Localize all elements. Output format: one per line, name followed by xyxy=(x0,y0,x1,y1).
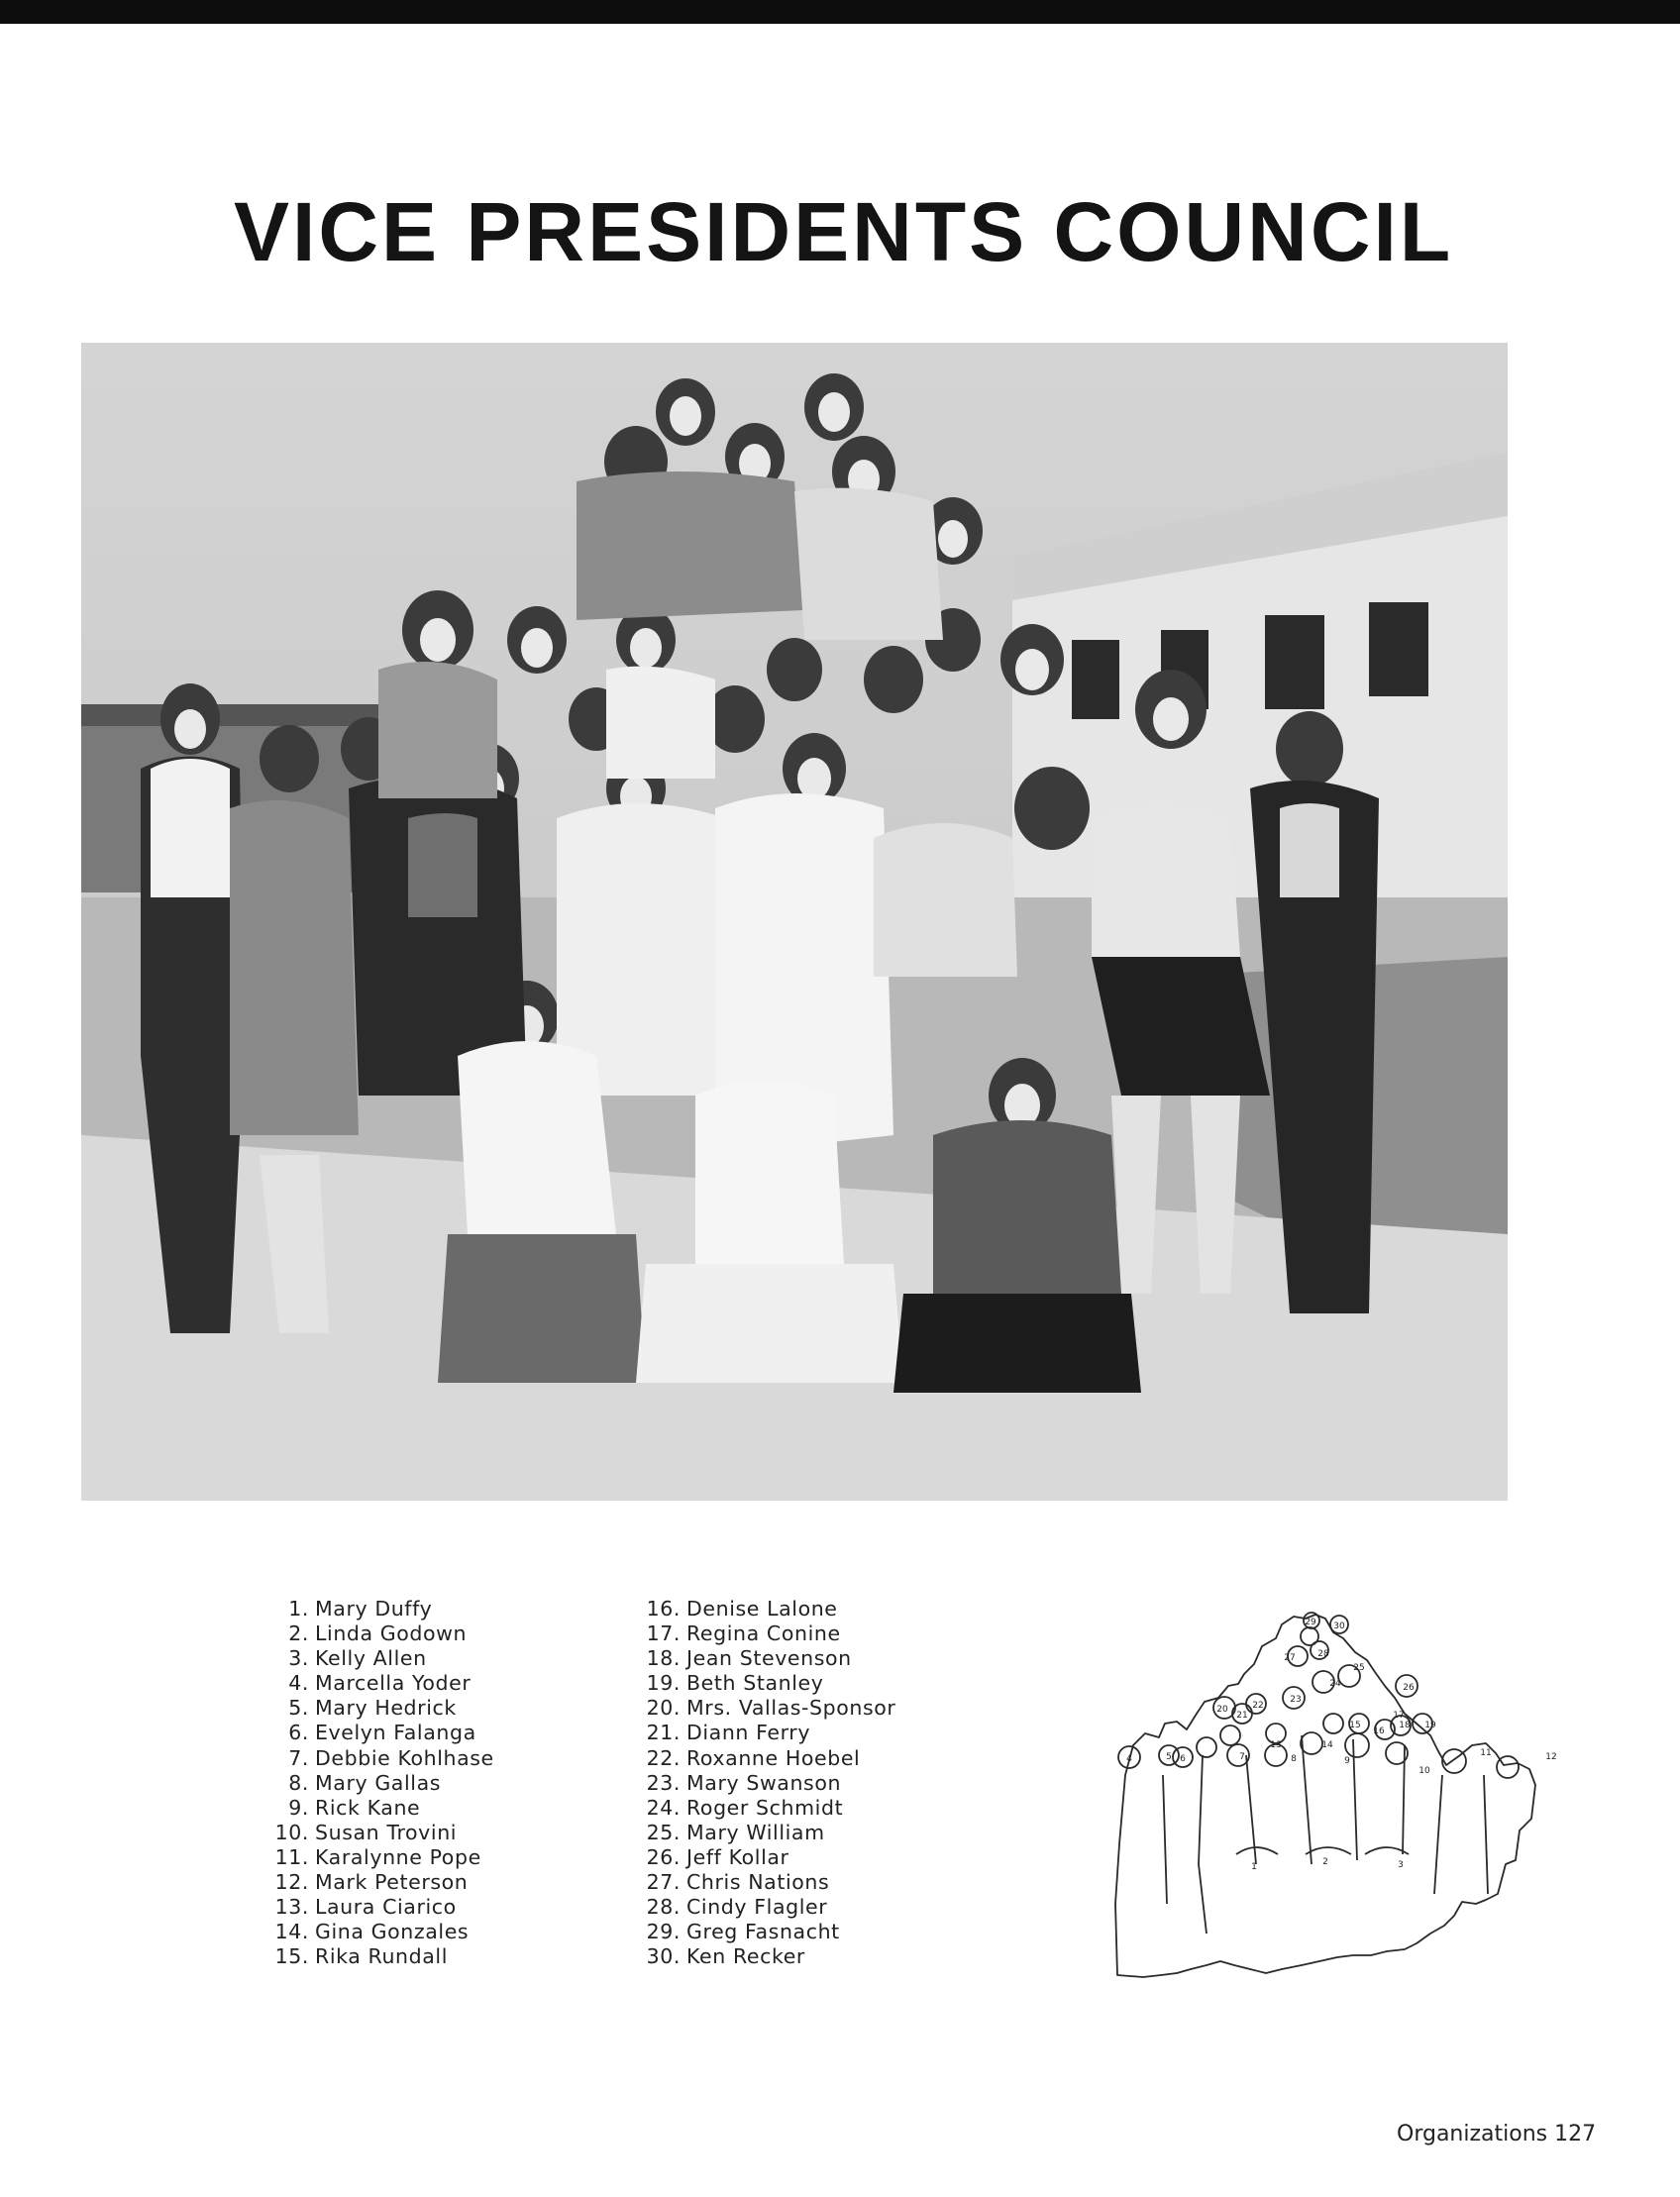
svg-text:1: 1 xyxy=(1251,1862,1257,1872)
svg-text:9: 9 xyxy=(1344,1756,1350,1766)
list-item: 25. Mary William xyxy=(646,1820,825,1844)
svg-text:12: 12 xyxy=(1545,1752,1557,1762)
head-circles xyxy=(1118,1613,1519,1778)
list-item: 15. Rika Rundall xyxy=(274,1944,449,1969)
key-numbers xyxy=(1126,1618,1557,1872)
svg-text:14: 14 xyxy=(1321,1740,1333,1750)
group-photo xyxy=(81,343,1508,1501)
list-item: 28. Cindy Flagler xyxy=(646,1895,828,1920)
list-item: 16. Denise Lalone xyxy=(646,1597,838,1621)
svg-text:2: 2 xyxy=(1322,1857,1328,1867)
list-item: 5. Mary Hedrick xyxy=(288,1696,457,1721)
top-edge-bar xyxy=(0,0,1680,24)
svg-text:7: 7 xyxy=(1239,1752,1245,1762)
svg-text:20: 20 xyxy=(1216,1705,1228,1715)
list-item: 24. Roger Schmidt xyxy=(646,1795,844,1820)
svg-text:30: 30 xyxy=(1333,1622,1345,1631)
svg-text:19: 19 xyxy=(1424,1721,1436,1730)
svg-text:27: 27 xyxy=(1284,1653,1296,1663)
silhouette-outline xyxy=(1115,1615,1535,1977)
list-item: 13. Laura Ciarico xyxy=(274,1895,457,1920)
svg-text:22: 22 xyxy=(1252,1701,1264,1711)
list-item: 22. Roxanne Hoebel xyxy=(646,1745,861,1770)
svg-text:4: 4 xyxy=(1126,1754,1132,1764)
list-item: 26. Jeff Kollar xyxy=(646,1844,789,1869)
list-item: 18. Jean Stevenson xyxy=(646,1646,852,1671)
page-title: VICE PRESIDENTS COUNCIL xyxy=(234,185,1454,278)
list-item: 29. Greg Fasnacht xyxy=(646,1920,840,1944)
list-item: 20. Mrs. Vallas-Sponsor xyxy=(646,1696,896,1721)
silhouette-key-diagram xyxy=(1107,1607,1623,2003)
svg-text:29: 29 xyxy=(1305,1618,1316,1627)
list-item: 6. Evelyn Falanga xyxy=(288,1721,476,1745)
svg-text:15: 15 xyxy=(1349,1721,1361,1730)
list-item: 19. Beth Stanley xyxy=(646,1671,824,1696)
page-footer-folio: Organizations 127 xyxy=(1397,2122,1597,2146)
svg-text:28: 28 xyxy=(1317,1649,1329,1659)
svg-text:11: 11 xyxy=(1480,1748,1492,1758)
list-item: 9. Rick Kane xyxy=(288,1795,421,1820)
svg-text:21: 21 xyxy=(1236,1711,1248,1721)
svg-text:16: 16 xyxy=(1373,1726,1385,1736)
name-list-left xyxy=(263,1597,494,1969)
list-item: 3. Kelly Allen xyxy=(288,1646,427,1671)
svg-text:5: 5 xyxy=(1166,1752,1172,1762)
list-item: 10. Susan Trovini xyxy=(274,1820,458,1844)
svg-text:26: 26 xyxy=(1403,1683,1415,1693)
list-item: 8. Mary Gallas xyxy=(288,1770,442,1795)
list-item: 21. Diann Ferry xyxy=(646,1721,811,1745)
svg-text:3: 3 xyxy=(1398,1860,1404,1870)
svg-text:24: 24 xyxy=(1329,1679,1341,1689)
svg-text:10: 10 xyxy=(1418,1766,1430,1776)
list-item: 1. Mary Duffy xyxy=(288,1597,433,1621)
list-item: 14. Gina Gonzales xyxy=(274,1920,470,1944)
svg-text:23: 23 xyxy=(1290,1695,1302,1705)
list-item: 7. Debbie Kohlhase xyxy=(288,1745,494,1770)
list-item: 30. Ken Recker xyxy=(646,1944,805,1969)
svg-text:17: 17 xyxy=(1393,1711,1405,1721)
list-item: 11. Karalynne Pope xyxy=(274,1844,481,1869)
svg-text:25: 25 xyxy=(1353,1663,1365,1673)
list-item: 17. Regina Conine xyxy=(646,1622,841,1646)
list-item: 12. Mark Peterson xyxy=(274,1870,469,1895)
list-item: 4. Marcella Yoder xyxy=(288,1671,472,1696)
name-list-right xyxy=(635,1597,895,1969)
svg-text:8: 8 xyxy=(1291,1754,1297,1764)
svg-text:18: 18 xyxy=(1399,1721,1411,1730)
svg-text:13: 13 xyxy=(1270,1740,1282,1750)
svg-text:6: 6 xyxy=(1180,1754,1186,1764)
list-item: 27. Chris Nations xyxy=(646,1870,830,1895)
list-item: 23. Mary Swanson xyxy=(646,1770,842,1795)
list-item: 2. Linda Godown xyxy=(288,1622,468,1646)
